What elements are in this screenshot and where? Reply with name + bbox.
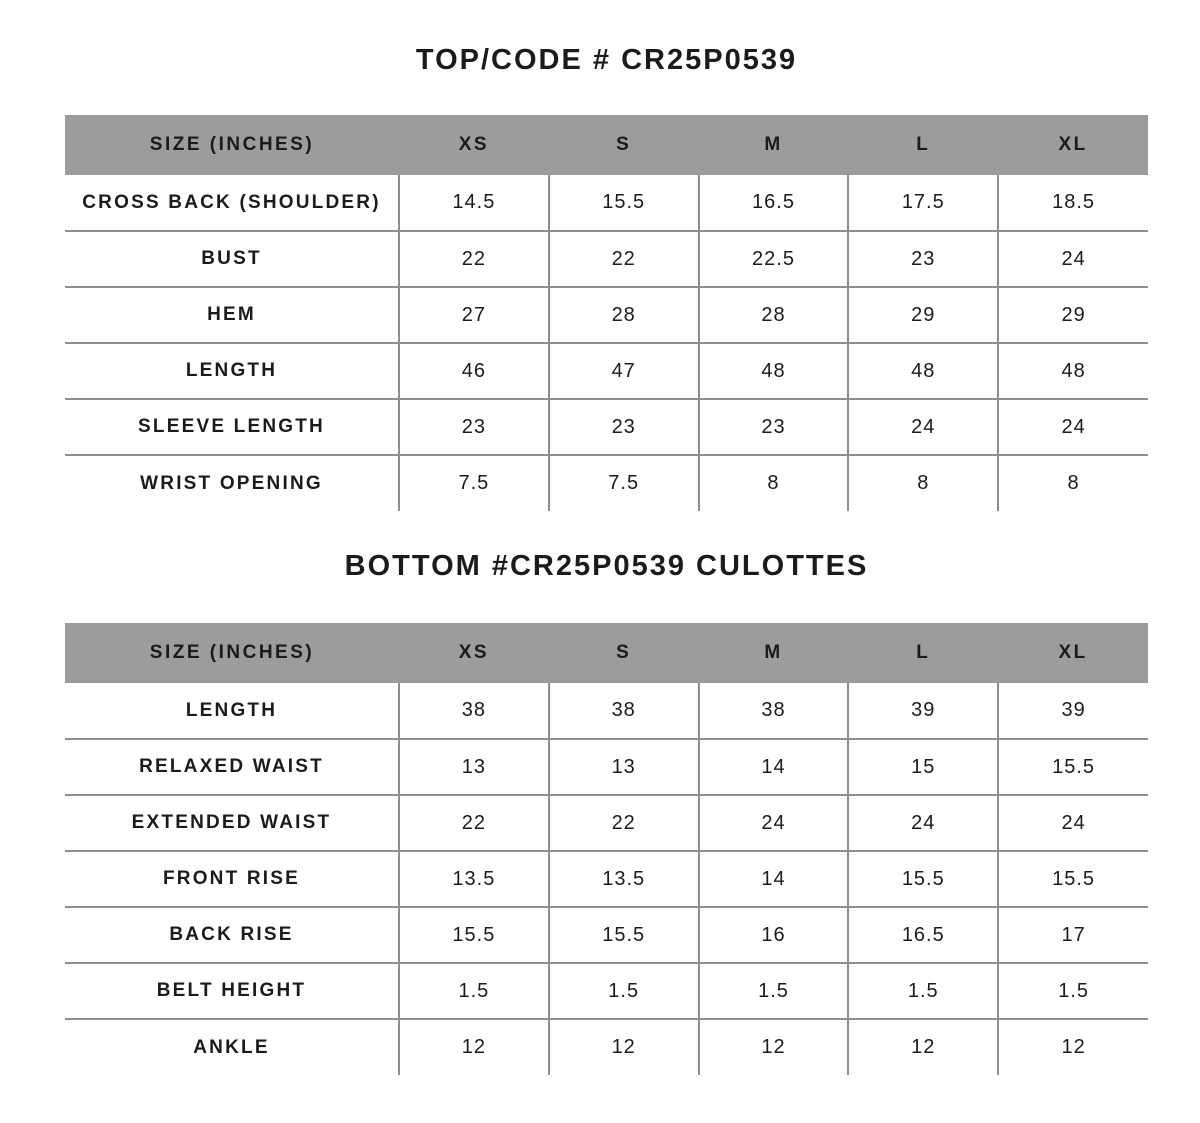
size-header-row (65, 115, 1148, 175)
measurement-row (65, 683, 1148, 739)
measurement-value: 39 (848, 683, 998, 739)
measurement-value: 1.5 (699, 963, 849, 1019)
measurement-value: 22 (549, 231, 699, 287)
measurement-value: 24 (998, 399, 1148, 455)
measurement-value: 17 (998, 907, 1148, 963)
measurement-value: 8 (848, 455, 998, 511)
measurement-value: 38 (699, 683, 849, 739)
measurement-value: 28 (549, 287, 699, 343)
size-column-header: S (549, 623, 699, 683)
measurement-value: 12 (549, 1019, 699, 1075)
measurement-value: 14 (699, 739, 849, 795)
measurement-value: 7.5 (399, 455, 549, 511)
measurement-value: 12 (848, 1019, 998, 1075)
measurement-value: 14.5 (399, 175, 549, 231)
measurement-value: 15.5 (998, 739, 1148, 795)
measurement-value: 47 (549, 343, 699, 399)
size-column-header: M (699, 623, 849, 683)
measurement-value: 8 (699, 455, 849, 511)
top-size-chart-table (65, 115, 1148, 511)
measurement-label: BUST (65, 231, 399, 287)
measurement-label: ANKLE (65, 1019, 399, 1075)
measurement-value: 7.5 (549, 455, 699, 511)
bottom-size-chart-title: BOTTOM #CR25P0539 CULOTTES (344, 550, 869, 582)
measurement-value: 48 (699, 343, 849, 399)
measurement-value: 24 (848, 795, 998, 851)
measurement-value: 1.5 (998, 963, 1148, 1019)
measurement-row (65, 1019, 1148, 1075)
measurement-row (65, 175, 1148, 231)
measurement-value: 13.5 (549, 851, 699, 907)
size-column-header: L (848, 623, 998, 683)
measurement-value: 48 (998, 343, 1148, 399)
measurement-row (65, 907, 1148, 963)
size-column-header: XS (399, 623, 549, 683)
size-column-header: S (549, 115, 699, 175)
measurement-value: 12 (998, 1019, 1148, 1075)
size-units-header: SIZE (INCHES) (65, 623, 399, 683)
measurement-row (65, 343, 1148, 399)
measurement-value: 27 (399, 287, 549, 343)
measurement-value: 1.5 (549, 963, 699, 1019)
bottom-size-chart-table (65, 623, 1148, 1075)
measurement-value: 48 (848, 343, 998, 399)
measurement-value: 29 (998, 287, 1148, 343)
measurement-value: 15.5 (998, 851, 1148, 907)
measurement-value: 38 (399, 683, 549, 739)
measurement-value: 23 (699, 399, 849, 455)
measurement-label: BACK RISE (65, 907, 399, 963)
measurement-value: 8 (998, 455, 1148, 511)
measurement-label: HEM (65, 287, 399, 343)
measurement-value: 29 (848, 287, 998, 343)
measurement-value: 24 (998, 231, 1148, 287)
measurement-row (65, 851, 1148, 907)
measurement-value: 24 (998, 795, 1148, 851)
measurement-value: 15 (848, 739, 998, 795)
measurement-value: 39 (998, 683, 1148, 739)
size-column-header: M (699, 115, 849, 175)
measurement-value: 22 (549, 795, 699, 851)
measurement-label: LENGTH (65, 343, 399, 399)
measurement-row (65, 287, 1148, 343)
size-header-row (65, 623, 1148, 683)
measurement-value: 14 (699, 851, 849, 907)
measurement-value: 13 (399, 739, 549, 795)
measurement-value: 46 (399, 343, 549, 399)
measurement-label: SLEEVE LENGTH (65, 399, 399, 455)
measurement-row (65, 399, 1148, 455)
measurement-value: 18.5 (998, 175, 1148, 231)
measurement-value: 23 (399, 399, 549, 455)
size-column-header: XL (998, 623, 1148, 683)
measurement-value: 38 (549, 683, 699, 739)
size-column-header: XL (998, 115, 1148, 175)
measurement-value: 15.5 (399, 907, 549, 963)
measurement-value: 15.5 (549, 907, 699, 963)
measurement-value: 24 (699, 795, 849, 851)
measurement-row (65, 795, 1148, 851)
measurement-value: 12 (699, 1019, 849, 1075)
top-size-chart-title: TOP/CODE # CR25P0539 (415, 44, 798, 76)
measurement-row (65, 963, 1148, 1019)
measurement-value: 16 (699, 907, 849, 963)
measurement-value: 16.5 (848, 907, 998, 963)
measurement-value: 13 (549, 739, 699, 795)
measurement-value: 1.5 (848, 963, 998, 1019)
measurement-value: 22 (399, 795, 549, 851)
measurement-value: 23 (848, 231, 998, 287)
measurement-value: 22 (399, 231, 549, 287)
measurement-label: RELAXED WAIST (65, 739, 399, 795)
measurement-row (65, 455, 1148, 511)
measurement-label: WRIST OPENING (65, 455, 399, 511)
measurement-label: BELT HEIGHT (65, 963, 399, 1019)
measurement-value: 17.5 (848, 175, 998, 231)
measurement-value: 15.5 (848, 851, 998, 907)
measurement-label: CROSS BACK (SHOULDER) (65, 175, 399, 231)
measurement-label: EXTENDED WAIST (65, 795, 399, 851)
measurement-value: 12 (399, 1019, 549, 1075)
measurement-value: 16.5 (699, 175, 849, 231)
measurement-row (65, 739, 1148, 795)
measurement-value: 1.5 (399, 963, 549, 1019)
measurement-value: 28 (699, 287, 849, 343)
measurement-label: FRONT RISE (65, 851, 399, 907)
measurement-label: LENGTH (65, 683, 399, 739)
measurement-value: 15.5 (549, 175, 699, 231)
size-column-header: XS (399, 115, 549, 175)
measurement-value: 13.5 (399, 851, 549, 907)
size-units-header: SIZE (INCHES) (65, 115, 399, 175)
measurement-row (65, 231, 1148, 287)
size-column-header: L (848, 115, 998, 175)
measurement-value: 23 (549, 399, 699, 455)
measurement-value: 22.5 (699, 231, 849, 287)
measurement-value: 24 (848, 399, 998, 455)
